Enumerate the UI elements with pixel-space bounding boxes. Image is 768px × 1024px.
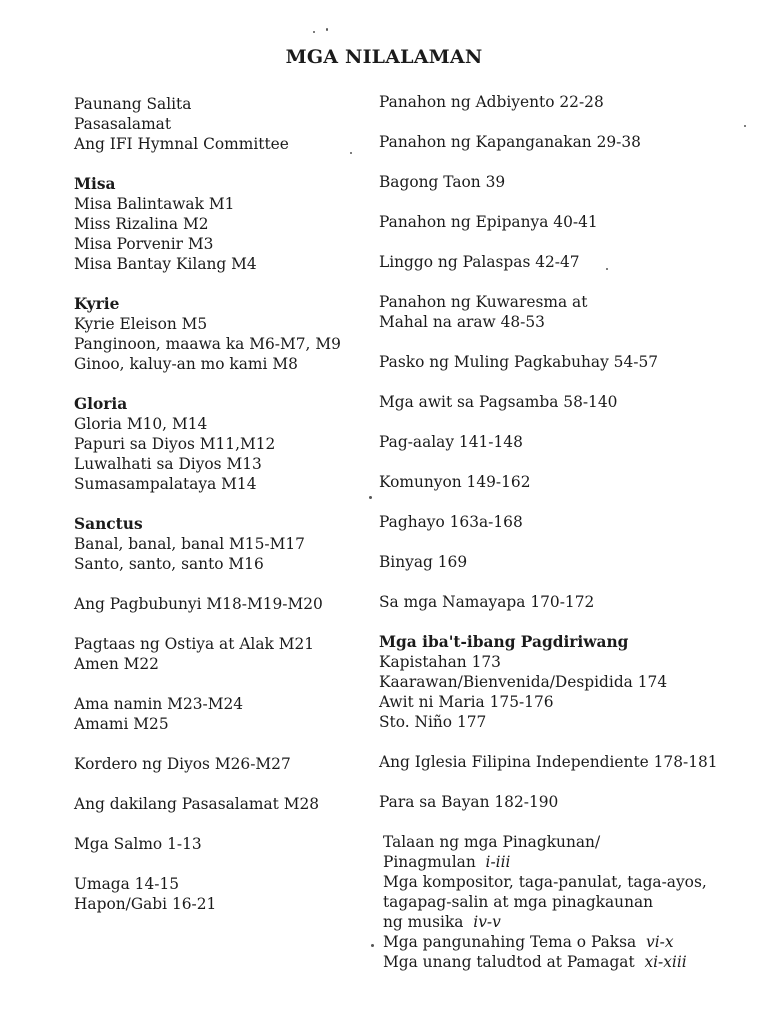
toc-section-heading: Gloria: [74, 395, 128, 413]
toc-entry: Paunang Salita: [74, 95, 192, 113]
toc-section-heading: Misa: [74, 175, 116, 193]
scan-speck: [606, 268, 608, 270]
toc-entry: Misa Balintawak M1: [74, 195, 235, 213]
toc-entry: Ang Pagbubunyi M18-M19-M20: [74, 595, 323, 613]
toc-group: [379, 512, 749, 532]
appendix-section: [383, 832, 753, 972]
toc-group: [379, 132, 749, 152]
toc-entry: Panahon ng Epipanya 40-41: [379, 213, 598, 231]
toc-entry: Awit ni Maria 175-176: [379, 693, 554, 711]
toc-entry: Amami M25: [74, 715, 169, 733]
scan-speck: [371, 944, 374, 947]
toc-group: [74, 834, 364, 854]
toc-group: [74, 294, 364, 374]
scan-speck: [350, 152, 352, 154]
toc-entry: Bagong Taon 39: [379, 173, 506, 191]
toc-group: [379, 352, 749, 372]
toc-entry: Miss Rizalina M2: [74, 215, 209, 233]
toc-entry: Mga awit sa Pagsamba 58-140: [379, 393, 618, 411]
appendix-line: [383, 852, 753, 872]
scan-speck: [326, 28, 328, 31]
appendix-text: ng musika: [383, 913, 464, 931]
toc-group: [74, 94, 364, 154]
toc-group: [379, 172, 749, 192]
toc-entry: Papuri sa Diyos M11,M12: [74, 435, 276, 453]
toc-entry: Kapistahan 173: [379, 653, 501, 671]
appendix-pages: iv-v: [473, 913, 501, 931]
toc-entry: Misa Bantay Kilang M4: [74, 255, 257, 273]
toc-group: [379, 292, 749, 332]
toc-entry: Kyrie Eleison M5: [74, 315, 208, 333]
toc-entry: Panahon ng Kuwaresma at: [379, 293, 588, 311]
toc-group: [74, 394, 364, 494]
toc-entry: Para sa Bayan 182-190: [379, 793, 559, 811]
toc-entry: Mga Salmo 1-13: [74, 835, 202, 853]
appendix-line: [383, 912, 753, 932]
toc-entry: Gloria M10, M14: [74, 415, 208, 433]
toc-group: [379, 472, 749, 492]
appendix-line: Mga kompositor, taga-panulat, taga-ayos,: [383, 873, 707, 891]
toc-group: [379, 592, 749, 612]
toc-entry: Paghayo 163a-168: [379, 513, 523, 531]
toc-entry: Ang IFI Hymnal Committee: [74, 135, 289, 153]
toc-entry: Ang dakilang Pasasalamat M28: [74, 795, 320, 813]
left-column: [74, 94, 364, 934]
toc-entry: Sumasampalataya M14: [74, 475, 257, 493]
toc-group: [74, 754, 364, 774]
toc-entry: Pasko ng Muling Pagkabuhay 54-57: [379, 353, 659, 371]
toc-entry: Ama namin M23-M24: [74, 695, 244, 713]
toc-entry: Pagtaas ng Ostiya at Alak M21: [74, 635, 315, 653]
toc-group: [379, 392, 749, 412]
toc-group: [74, 874, 364, 914]
toc-entry: Pasasalamat: [74, 115, 172, 133]
toc-group: [74, 794, 364, 814]
toc-section-heading: Mga iba't-ibang Pagdiriwang: [379, 633, 629, 651]
scan-speck: [744, 125, 746, 127]
toc-entry: Santo, santo, santo M16: [74, 555, 264, 573]
scan-speck: [313, 31, 315, 33]
toc-entry: Mahal na araw 48-53: [379, 313, 545, 331]
toc-entry: Sto. Niño 177: [379, 713, 487, 731]
toc-group: [74, 694, 364, 734]
toc-group: [379, 632, 749, 732]
toc-entry: Panahon ng Kapanganakan 29-38: [379, 133, 641, 151]
toc-section-heading: Kyrie: [74, 295, 120, 313]
toc-group: [74, 174, 364, 274]
appendix-line: [383, 932, 753, 952]
appendix-line: [383, 952, 753, 972]
appendix-line: Talaan ng mga Pinagkunan/: [383, 833, 601, 851]
toc-group: [379, 252, 749, 272]
toc-entry: Hapon/Gabi 16-21: [74, 895, 217, 913]
toc-entry: Pag-aalay 141-148: [379, 433, 523, 451]
appendix-text: Pinagmulan: [383, 853, 476, 871]
toc-entry: Amen M22: [74, 655, 159, 673]
appendix-text: Mga pangunahing Tema o Paksa: [383, 933, 637, 951]
toc-entry: Umaga 14-15: [74, 875, 180, 893]
toc-entry: Panginoon, maawa ka M6-M7, M9: [74, 335, 341, 353]
page-title: MGA NILALAMAN: [285, 46, 483, 68]
toc-entry: Sa mga Namayapa 170-172: [379, 593, 595, 611]
toc-entry: Kordero ng Diyos M26-M27: [74, 755, 291, 773]
toc-group: [74, 514, 364, 574]
toc-entry: Misa Porvenir M3: [74, 235, 214, 253]
appendix-pages: i-iii: [485, 853, 511, 871]
appendix-pages: xi-xiii: [644, 953, 687, 971]
toc-entry: Komunyon 149-162: [379, 473, 531, 491]
toc-group: [379, 212, 749, 232]
toc-entry: Ang Iglesia Filipina Independiente 178-181: [379, 753, 718, 771]
toc-entry: Banal, banal, banal M15-M17: [74, 535, 305, 553]
appendix-text: Mga unang taludtod at Pamagat: [383, 953, 635, 971]
toc-section-heading: Sanctus: [74, 515, 143, 533]
toc-entry: Kaarawan/Bienvenida/Despidida 174: [379, 673, 668, 691]
toc-group: [379, 752, 749, 772]
toc-group: [379, 92, 749, 112]
toc-entry: Ginoo, kaluy-an mo kami M8: [74, 355, 298, 373]
toc-entry: Luwalhati sa Diyos M13: [74, 455, 262, 473]
toc-entry: Binyag 169: [379, 553, 468, 571]
toc-group: [379, 552, 749, 572]
toc-group: [379, 432, 749, 452]
toc-group: [74, 634, 364, 674]
toc-entry: Panahon ng Adbiyento 22-28: [379, 93, 604, 111]
toc-group: [379, 792, 749, 812]
toc-entry: Linggo ng Palaspas 42-47: [379, 253, 580, 271]
appendix-line: tagapag-salin at mga pinagkaunan: [383, 893, 654, 911]
appendix-pages: vi-x: [646, 933, 674, 951]
toc-group: [74, 594, 364, 614]
right-column: [379, 92, 749, 832]
scan-speck: [369, 496, 372, 499]
